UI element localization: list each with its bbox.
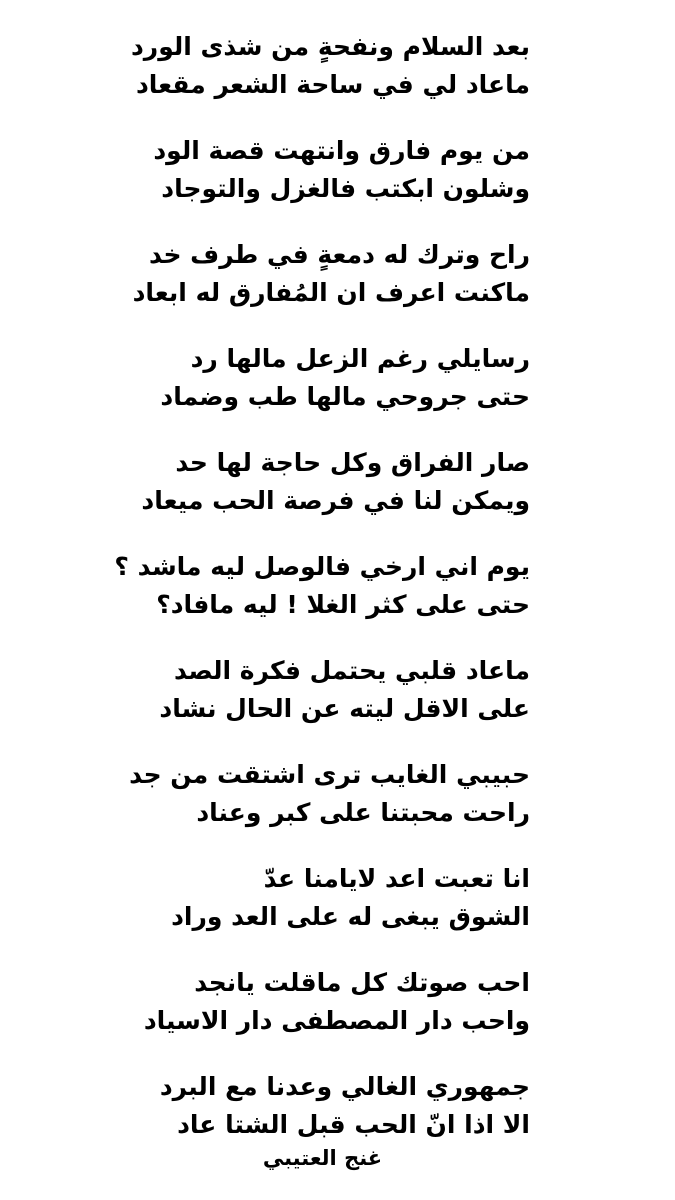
stanza	[120, 28, 530, 132]
verse-line: حتى جروحي مالها طب وضماد	[160, 382, 530, 411]
verse-line: من يوم فارق وانتهت قصة الود	[153, 136, 530, 165]
stanza	[120, 444, 530, 548]
poet-signature: غنج العتيبي	[262, 1146, 383, 1170]
verse-line: على الاقل ليته عن الحال نشاد	[159, 694, 530, 723]
verse-line: ويمكن لنا في فرصة الحب ميعاد	[141, 486, 530, 515]
stanza	[120, 132, 530, 236]
stanza	[120, 756, 530, 860]
verse-line: احب صوتك كل ماقلت يانجد	[194, 968, 530, 997]
verse-line: الا اذا انّ الحب قبل الشتا عاد	[177, 1110, 530, 1139]
verse-line: وشلون ابكتب فالغزل والتوجاد	[161, 174, 530, 203]
stanza	[120, 236, 530, 340]
verse-line: صار الفراق وكل حاجة لها حد	[175, 448, 530, 477]
stanza	[120, 340, 530, 444]
stanza	[114, 548, 530, 652]
verse-line: جمهوري الغالي وعدنا مع البرد	[159, 1072, 530, 1101]
verse-line: حبيبي الغايب ترى اشتقت من جد	[129, 760, 530, 789]
verse-line: ماكنت اعرف ان المُفارق له ابعاد	[132, 278, 530, 307]
verse-line: واحب دار المصطفى دار الاسياد	[143, 1006, 530, 1035]
verse-line: يوم اني ارخي فالوصل ليه ماشد ؟	[114, 552, 530, 581]
verse-line: حتى على كثر الغلا ! ليه مافاد؟	[156, 590, 530, 619]
verse-line: راح وترك له دمعةٍ في طرف خد	[149, 240, 530, 269]
stanza	[120, 652, 530, 756]
verse-line: رسايلي رغم الزعل مالها رد	[190, 344, 530, 373]
verse-line: راحت محبتنا على كبر وعناد	[196, 798, 530, 827]
verse-line: الشوق يبغى له على العد وراد	[171, 902, 530, 931]
verse-line: ماعاد قلبي يحتمل فكرة الصد	[174, 656, 530, 685]
stanza	[120, 860, 530, 964]
verse-line: انا تعبت اعد لايامنا عدّ	[263, 864, 530, 893]
verse-line: ماعاد لي في ساحة الشعر مقعاد	[135, 70, 530, 99]
verse-line: بعد السلام ونفحةٍ من شذى الورد	[130, 32, 530, 61]
stanza	[120, 964, 530, 1068]
poem-body	[114, 28, 530, 1172]
